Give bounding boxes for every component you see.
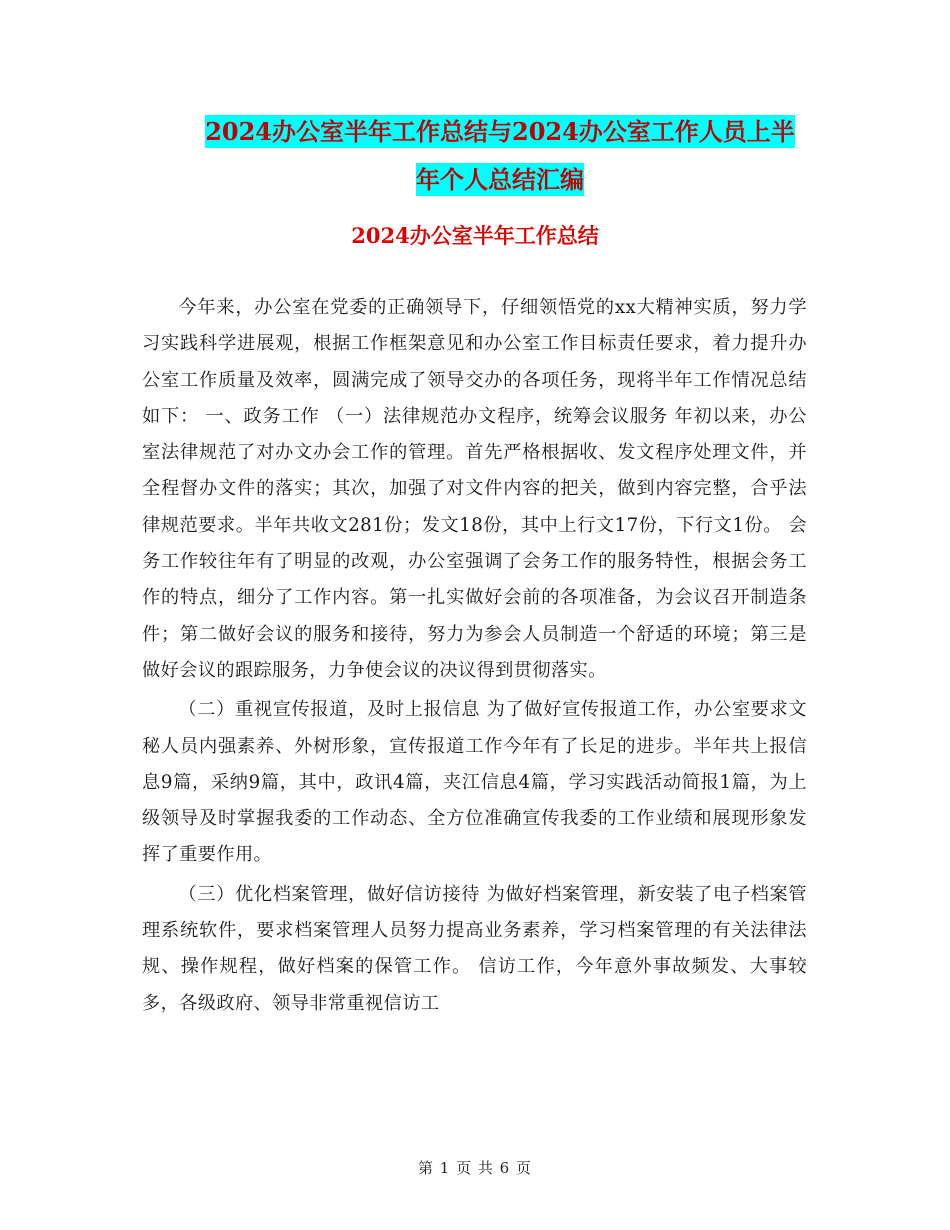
document-body bbox=[142, 290, 807, 1025]
paragraph-1: 今年来，办公室在党委的正确领导下，仔细领悟党的xx大精神实质，努力学习实践科学进展观，根据工作框架意见和办公室工作目标责任要求，着力提升办公室工作质量及效率，圆满完成了领导交办的各项任务，现将半年工作情况总结如下： 一、政务工作 （一）法律规范办文程序，统筹会议服务 年初以来，办公室法律规范了对办文办会工作的管理。首先严格根据收、发文程序处理文件，并全程督办文件的落实；其次，加强了对文件内容的把关，做到内容完整，合乎法律规范要求。半年共收文281份；发文18份，其中上行文17份，下行文1份。 会务工作较往年有了明显的改观，办公室强调了会务工作的服务特性，根据会务工作的特点，细分了工作内容。第一扎实做好会前的各项准备，为会议召开制造条件；第二做好会议的服务和接待，努力为参会人员制造一个舒适的环境；第三是做好会议的跟踪服务，力争使会议的决议得到贯彻落实。 bbox=[142, 297, 807, 681]
paragraph-3: （三）优化档案管理，做好信访接待 为做好档案管理，新安装了电子档案管理系统软件，要求档案管理人员努力提高业务素养，学习档案管理的有关法律法规、操作规程，做好档案的保管工作。 信访工作，今年意外事故频发、大事较多，各级政府、领导非常重视信访工 bbox=[142, 883, 807, 1014]
section-title: 2024办公室半年工作总结 bbox=[351, 223, 599, 248]
document-title-line-1: 2024办公室半年工作总结与2024办公室工作人员上半 bbox=[205, 117, 795, 146]
paragraph-2: （二）重视宣传报道，及时上报信息 为了做好宣传报道工作，办公室要求文秘人员内强素养、外树形象，宣传报道工作今年有了长足的进步。半年共上报信息9篇，采纳9篇，其中，政讯4篇，夹江信息4篇，学习实践活动简报1篇，为上级领导及时掌握我委的工作动态、全方位准确宣传我委的工作业绩和展现形象发挥了重要作用。 bbox=[142, 699, 807, 866]
document-title bbox=[140, 108, 860, 204]
page-footer: 第 1 页 共 6 页 bbox=[418, 1159, 532, 1177]
document-title-line-2: 年个人总结汇编 bbox=[416, 165, 584, 194]
